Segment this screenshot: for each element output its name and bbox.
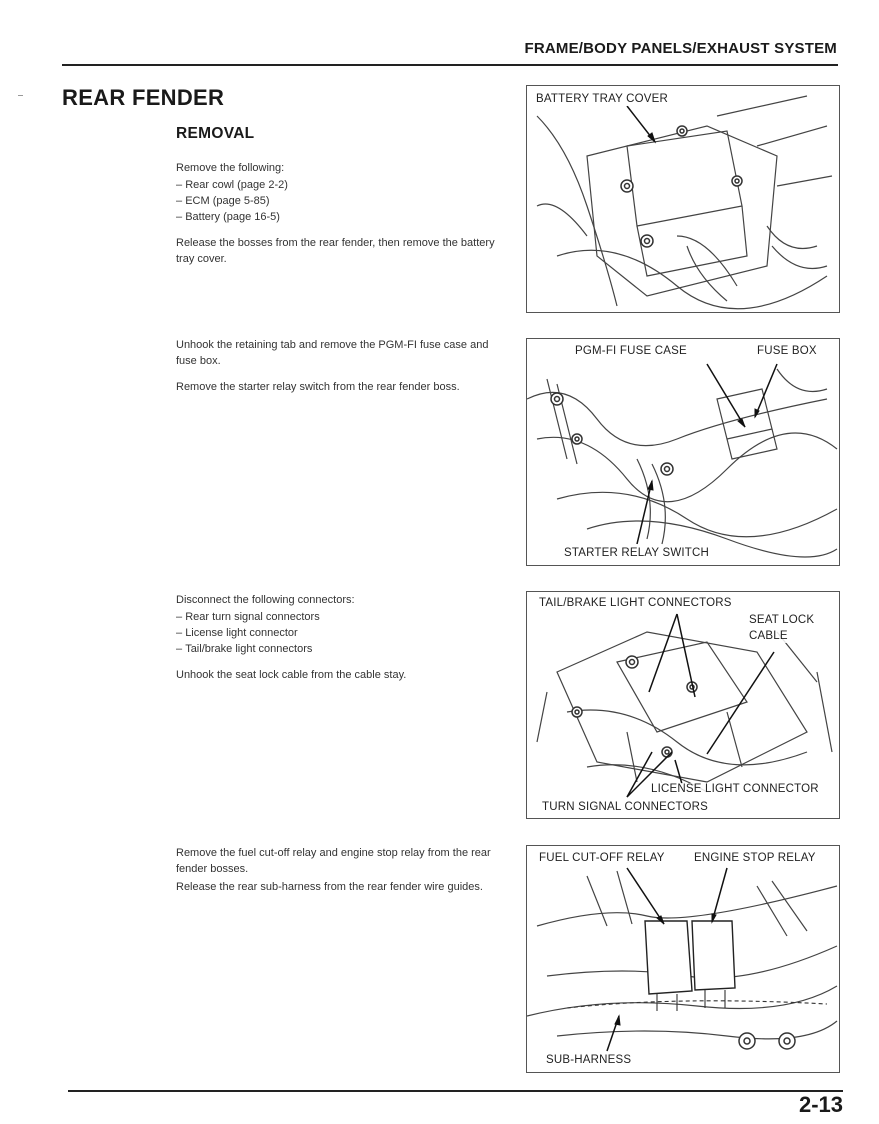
callout-fuse-box: FUSE BOX	[757, 345, 817, 357]
running-header: FRAME/BODY PANELS/EXHAUST SYSTEM	[524, 40, 837, 57]
step-4-instruction-1: Remove the fuel cut-off relay and engine stop relay from the rear fender bosses.	[176, 847, 491, 875]
callout-engine-stop-relay: ENGINE STOP RELAY	[694, 852, 816, 864]
battery-tray-illustration	[527, 86, 839, 312]
callout-starter-relay-switch: STARTER RELAY SWITCH	[564, 547, 710, 559]
list-item: – Rear cowl (page 2-2)	[176, 177, 512, 193]
step-3-text	[176, 592, 512, 693]
step-1-intro: Remove the following:	[176, 162, 285, 174]
list-item: – Tail/brake light connectors	[176, 641, 512, 657]
step-2-instruction-1: Unhook the retaining tab and remove the PGM-FI fuse case and fuse box.	[176, 339, 489, 367]
header-rule	[62, 64, 838, 66]
section-title: REAR FENDER	[62, 85, 225, 110]
relays-illustration	[527, 846, 839, 1072]
callout-turn-signal-connectors: TURN SIGNAL CONNECTORS	[542, 801, 709, 813]
callout-fuel-cut-off-relay: FUEL CUT-OFF RELAY	[539, 852, 665, 864]
step-4-instruction-2: Release the rear sub-harness from the rear fender wire guides.	[176, 881, 483, 893]
step-1-list	[176, 177, 512, 225]
callout-pgm-fi-fuse-case: PGM-FI FUSE CASE	[575, 345, 687, 357]
figure-fuse-case	[526, 338, 840, 566]
step-3-list	[176, 609, 512, 657]
fuse-case-illustration	[527, 339, 839, 565]
subsection-title: REMOVAL	[176, 125, 255, 142]
callout-battery-tray-cover: BATTERY TRAY COVER	[536, 93, 669, 105]
callout-sub-harness: SUB-HARNESS	[546, 1054, 632, 1066]
step-4-text	[176, 845, 512, 905]
list-item: – ECM (page 5-85)	[176, 193, 512, 209]
figure-relays	[526, 845, 840, 1073]
list-item: – Rear turn signal connectors	[176, 609, 512, 625]
step-2-instruction-2: Remove the starter relay switch from the rear fender boss.	[176, 381, 460, 393]
list-item: – License light connector	[176, 625, 512, 641]
list-item: – Battery (page 16-5)	[176, 209, 512, 225]
page-number: 2-13	[798, 1092, 843, 1117]
step-1-text	[176, 160, 512, 277]
step-3-intro: Disconnect the following connectors:	[176, 594, 355, 606]
figure-connectors	[526, 591, 840, 819]
step-1-instruction: Release the bosses from the rear fender, then remove the battery tray cover.	[176, 237, 495, 265]
callout-license-light-connector: LICENSE LIGHT CONNECTOR	[651, 783, 819, 795]
figure-battery-tray	[526, 85, 840, 313]
callout-seat-lock: SEAT LOCK	[749, 614, 815, 626]
step-2-text	[176, 337, 512, 405]
callout-seat-lock-cable: CABLE	[749, 630, 788, 642]
footer-rule	[68, 1090, 843, 1092]
step-3-instruction: Unhook the seat lock cable from the cable stay.	[176, 669, 407, 681]
callout-tail-brake-light-connectors: TAIL/BRAKE LIGHT CONNECTORS	[539, 597, 732, 609]
scan-mark	[18, 95, 23, 96]
